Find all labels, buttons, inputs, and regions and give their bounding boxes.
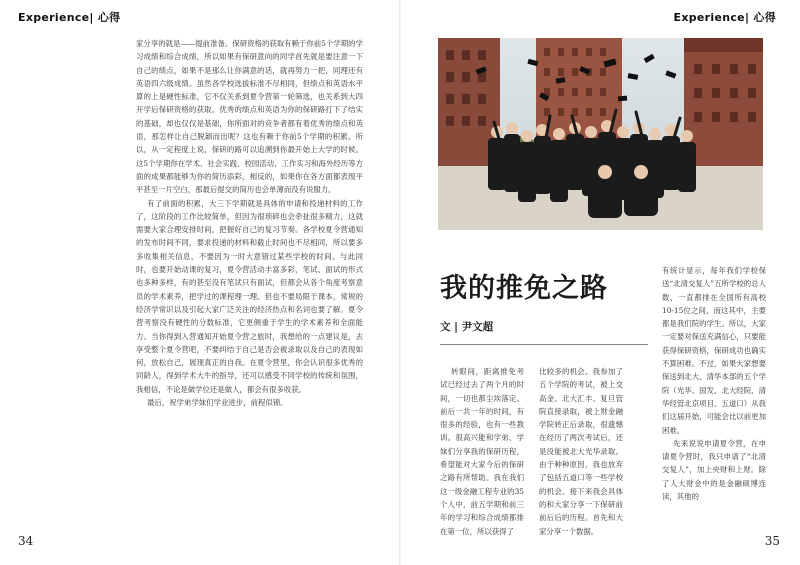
page-number-left: 34 <box>18 534 34 548</box>
paragraph: 最后，祝学弟学妹们学业进步，前程似锦。 <box>147 398 288 408</box>
paragraph: 转眼间，距离推免考试已经过去了两个月的时间，一切也都尘埃落定。前后一共一年的时间，有很多的经验，也有一些教训。很高兴能和学弟、学妹们分享我的保研历程，希望能对大家今后的保研之路有所帮助。我在我们这一级金融工程专业的35个人中，前五学期和前三年的学习和综合成绩都排在第一位，所以获得了 <box>440 367 524 536</box>
article-column-2 <box>539 365 623 538</box>
graduation-photo <box>438 38 763 230</box>
right-page <box>400 0 800 565</box>
title-divider <box>440 344 648 345</box>
paragraph: 有了前面的积累，大三下学期就是具体的申请和投递材料的工作了，这阶段的工作比较简单，但因为很琐碎也会牵扯很多精力，这就需要大家合理安排时间，把握好自己的复习节奏。各学校夏令营通知的发布时间不同，要求投递的材料和截止时间也不尽相同，所以要多多收集相关信息，不要因为一时大意错过某些学校的时间。与此同时，也要开始动课的复习，夏令营活动丰富多彩，笔试、面试的形式也多种多样，有的甚至没有笔试只有面试，但都会从各个角度考察意员的学术素养，把学过的课程理一理。但也不要局限于课本，常规的经济学常识以及引起大家广泛关注的经济热点和名词也要了解。夏令营考察没有硬性的分数标准，它更侧重于学生的学术素养和全面能力。当你得到入营通知开始夏令营之旅时，我想给的一点建议是，去享受整个夏令营吧，不要纠结于自己是否会被录取以及自己的表现如何，放松自己，展现真正的自我。在夏令营里，你会认识很多优秀的同龄人，得到学术大牛的指导，还可以感受不同学校的传统和氛围，我相信，不论是做学位还是做人，都会有很多收获。 <box>136 198 363 394</box>
graduation-photo-illustration <box>438 38 763 230</box>
paragraph: 有统计显示，每年我们学校保送“北清交复人”五所学校的总人数，一直都排在全国所有高校10-15位之间，而这其中，主要都是我们院的学生。所以，大家一定要对保送充满信心，只要能获得保研资格，保研成功也确实不算困难。不过，如果大家想要保送到北大、清华本部的五个学院（光华、国发、北大经院、清华经管北京项目、五道口）从我们这届开始，可能会比以前更加困难。 <box>662 266 766 435</box>
paragraph: 先来说说申请夏令营，在申请夏令营时，我只申请了“北清交复人”，加上央财和上财。除了人大财金中的是金融硕博连读，其他的 <box>662 438 766 502</box>
author-byline: 文 | 尹文超 <box>440 321 494 333</box>
article-title: 我的推免之路 <box>440 273 608 304</box>
article-column-1 <box>440 365 524 538</box>
article-column-3 <box>662 264 766 503</box>
header-right: Experience| 心得 <box>673 11 776 24</box>
left-article-body <box>136 37 363 409</box>
paragraph: 家分享的就是——提前准备。保研资格的获取有赖于你前5个学期的学习成绩和综合成绩，所以如果有保研意向的同学首先就是要注意一下自己的绩点，如果不是那么让你满意的话，就再努力一把，同理还有英语四六级成绩。虽然各学校选拔标准不尽相同，但绩点和英语水平算的上是硬性标准，它不仅关系到夏令营第一轮筛选，也关系到大四开学后保研资格的获取。优秀的绩点和英语为你的保研路打下了结实的基础，却也仅仅是基础，你所面对的竞争者都有着优秀的绩点和英语，那怎样让自己脱颖而出呢？这也有赖于你前5个学期的积累。所以，从一定程度上说，保研的路可以追溯到你最开始上大学的时候。这5个学期你在学术、社会实践、校园活动、工作实习和海外经历等方面的成果都能够为你的简历添彩，相反的，如果你在各方面都表现平平甚至一片空白，那最后提交的简历也会单薄而没有说服力。 <box>136 39 363 195</box>
paragraph: 比较多的机会。我参加了五个学院的考试，被上交高金、北大汇丰、复旦管院直接录取，被上财金融学院转正后录取，很遗憾在经历了两次考试后，还是没能被北大光华录取。由于种种原因，我也放弃了包括五道口等一些学校的机会。接下来我会具体的和大家分享一下保研前前后后的历程。首先和大家分享一个数据。 <box>539 367 623 536</box>
page-number-right: 35 <box>764 534 780 548</box>
header-left: Experience| 心得 <box>18 11 121 24</box>
